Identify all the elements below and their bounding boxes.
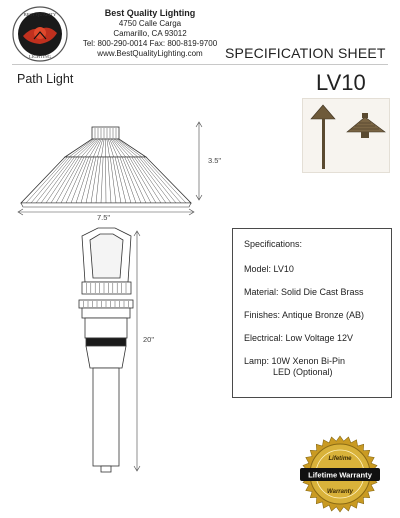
sheet-title: SPECIFICATION SHEET [225,45,386,61]
shade-height-dimension [196,122,202,200]
spec-lamp: Lamp: 10W Xenon Bi-Pin [244,356,346,366]
shade-height-label: 3.5" [208,156,222,165]
company-name: Best Quality Lighting [104,8,196,18]
spec-model: Model: LV10 [244,264,294,274]
logo-text-bottom: LIGHTING [29,54,51,59]
lifetime-warranty-badge [296,432,384,516]
spec-material: Material: Solid Die Cast Brass [244,287,364,297]
model-number: LV10 [316,70,366,95]
address-line-1: 4750 Calle Carga [118,19,182,28]
overall-height-dimension [134,231,140,471]
badge-bottom-text: Warranty [327,489,353,495]
product-type: Path Light [17,72,74,86]
overall-height-label: 20" [143,335,155,344]
body-drawing [79,228,133,472]
specifications-heading: Specifications: [244,239,303,249]
shade-drawing [21,127,191,207]
phone-fax: Tel: 800-290-0014 Fax: 800-819-9700 [82,39,218,48]
badge-top-text: Lifetime [328,456,352,462]
spec-electrical: Electrical: Low Voltage 12V [244,333,354,343]
shade-width-label: 7.5" [97,213,111,222]
logo-text-top: BEST QUALITY [23,12,57,17]
spec-finishes: Finishes: Antique Bronze (AB) [244,310,365,320]
badge-main-text: Lifetime Warranty [308,470,372,480]
website-link[interactable]: www.BestQualityLighting.com [97,49,203,58]
specifications-box [232,228,392,398]
address-line-2: Camarillo, CA 93012 [113,29,187,38]
spec-lamp-alt: LED (Optional) [273,367,333,377]
